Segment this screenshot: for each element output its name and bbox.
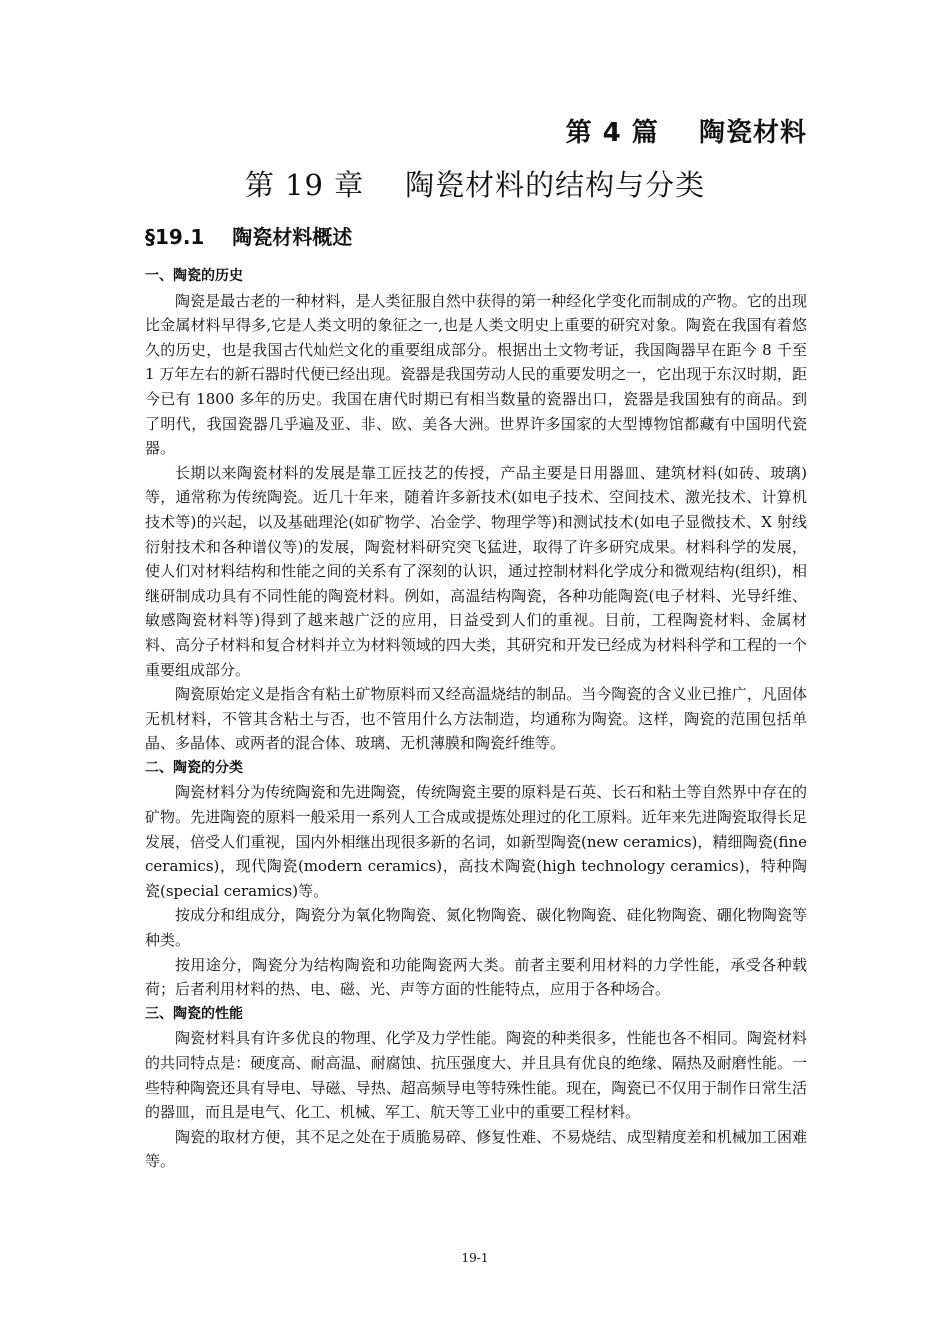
- subsection-heading-classification: 二、陶瓷的分类: [145, 759, 243, 776]
- page-number: 19-1: [461, 1251, 489, 1265]
- chapter-title: 第 19 章 陶瓷材料的结构与分类: [244, 168, 706, 202]
- paragraph: 陶瓷材料分为传统陶瓷和先进陶瓷，传统陶瓷主要的原料是石英、长石和粘土等自然界中存在的矿物。先进陶瓷的原料一般采用一系列人工合成或提炼处理过的化工原料。近年来先进陶瓷取得长足发展，倍受人们重视，国内外相继出现很多新的名词，如新型陶瓷(new ceramics)，精细陶瓷(fine ceramics)，现代陶瓷(modern ceramics)，高技术陶瓷(high technology ceramics)，特种陶瓷(special ceramics)等。: [145, 783, 807, 900]
- paragraph: 长期以来陶瓷材料的发展是靠工匠技艺的传授，产品主要是日用器皿、建筑材料(如砖、玻璃)等，通常称为传统陶瓷。近几十年来，随着许多新技术(如电子技术、空间技术、激光技术、计算机技术等)的兴起，以及基础理沦(如矿物学、冶金学、物理学等)和测试技术(如电子显微技术、X 射线衍射技术和各种谱仪等)的发展，陶瓷材料研究突飞猛进，取得了许多研究成果。材料科学的发展，使人们对材料结构和性能之间的关系有了深刻的认识，通过控制材料化学成分和微观结构(组织)，相继研制成功具有不同性能的陶瓷材料。例如，高温结构陶瓷，各种功能陶瓷(电子材料、光导纤维、敏感陶瓷材料等)得到了越来越广泛的应用，日益受到人们的重视。目前，工程陶瓷材料、金属材料、高分子材料和复合材料并立为材料领域的四大类，其研究和开发已经成为材料科学和工程的一个重要组成部分。: [145, 463, 807, 679]
- paragraph: 按用途分，陶瓷分为结构陶瓷和功能陶瓷两大类。前者主要利用材料的力学性能，承受各种载荷；后者利用材料的热、电、磁、光、声等方面的性能特点，应用于各种场合。: [145, 955, 807, 999]
- paragraph: 陶瓷原始定义是指含有粘土矿物原料而又经高温烧结的制品。当今陶瓷的含义业已推广，凡固体无机材料，不管其含粘土与否，也不管用什么方法制造，均通称为陶瓷。这样，陶瓷的范围包括单晶、多晶体、或两者的混合体、玻璃、无机薄膜和陶瓷纤维等。: [145, 685, 807, 753]
- paragraph: 陶瓷的取材方便，其不足之处在于质脆易碎、修复性难、不易烧结、成型精度差和机械加工困难等。: [145, 1127, 807, 1171]
- subsection-heading-history: 一、陶瓷的历史: [145, 268, 243, 284]
- paragraph: 陶瓷是最古老的一种材料，是人类征服自然中获得的第一种经化学变化而制成的产物。它的出现比金属材料早得多,它是人类文明的象征之一,也是人类文明史上重要的研究对象。陶瓷在我国有着悠久的历史，也是我国古代灿烂文化的重要组成部分。根据出土文物考证，我国陶器早在距今 8 千至 1 万年左右的新石器时代便已经出现。瓷器是我国劳动人民的重要发明之一，它出现于东汉时期，距今已有 1800 多年的历史。我国在唐代时期已有相当数量的瓷器出口，瓷器是我国独有的商品。到了明代，我国瓷器几乎遍及亚、非、欧、美各大洲。世界许多国家的大型博物馆都藏有中国明代瓷器。: [145, 291, 807, 458]
- paragraph: 陶瓷材料具有许多优良的物理、化学及力学性能。陶瓷的种类很多，性能也各不相同。陶瓷材料的共同特点是：硬度高、耐高温、耐腐蚀、抗压强度大、并且具有优良的绝缘、隔热及耐磨性能。一些特种陶瓷还具有导电、导磁、导热、超高频导电等特殊性能。现在，陶瓷已不仅用于制作日常生活的器皿，而且是电气、化工、机械、军工、航天等工业中的重要工程材料。: [145, 1029, 807, 1122]
- body-text: [145, 264, 807, 1174]
- section-title: §19.1 陶瓷材料概述: [145, 225, 353, 249]
- part-title: 第 4 篇 陶瓷材料: [565, 118, 807, 148]
- paragraph: 按成分和组成分，陶瓷分为氧化物陶瓷、氮化物陶瓷、碳化物陶瓷、硅化物陶瓷、硼化物陶瓷等种类。: [145, 906, 807, 950]
- subsection-heading-properties: 三、陶瓷的性能: [145, 1005, 243, 1022]
